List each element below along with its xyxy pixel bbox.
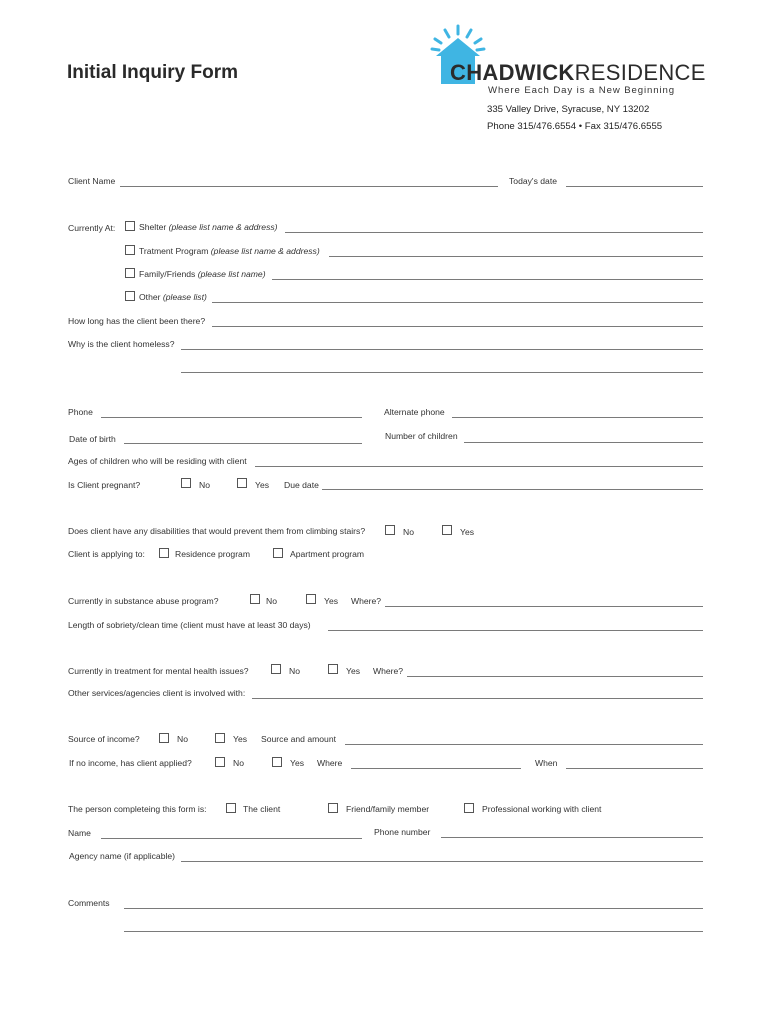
logo-wordmark (450, 60, 706, 86)
substance-no-checkbox[interactable] (250, 594, 260, 604)
apartment-program-checkbox[interactable] (273, 548, 283, 558)
why-homeless-input-2[interactable] (181, 372, 703, 373)
pregnant-no-label: No (199, 480, 210, 490)
substance-no-label: No (266, 596, 277, 606)
num-children-label: Number of children (385, 431, 458, 441)
substance-yes-checkbox[interactable] (306, 594, 316, 604)
why-homeless-label: Why is the client homeless? (68, 339, 175, 349)
pregnant-yes-checkbox[interactable] (237, 478, 247, 488)
ages-children-label: Ages of children who will be residing with client (68, 456, 247, 466)
disabilities-yes-label: Yes (460, 527, 475, 537)
substance-where-label: Where? (351, 596, 382, 606)
how-long-label: How long has the client been there? (68, 316, 206, 326)
mental-health-no-label: No (289, 666, 300, 676)
logo-wordmark-light: RESIDENCE (574, 60, 706, 85)
due-date-label: Due date (284, 480, 319, 490)
income-label: Source of income? (68, 734, 140, 744)
phone-input[interactable] (101, 417, 362, 418)
form-title: Initial Inquiry Form (67, 62, 239, 83)
dob-input[interactable] (124, 443, 362, 444)
todays-date-label: Today's date (509, 176, 557, 186)
residence-program-label: Residence program (175, 549, 250, 559)
professional-checkbox[interactable] (464, 803, 474, 813)
residence-program-checkbox[interactable] (159, 548, 169, 558)
other-checkbox[interactable] (125, 291, 135, 301)
mental-health-yes-label: Yes (346, 666, 361, 676)
treatment-input[interactable] (329, 256, 703, 257)
phone-label: Phone (68, 407, 93, 417)
mental-health-no-checkbox[interactable] (271, 664, 281, 674)
other-services-input[interactable] (252, 698, 703, 699)
agency-name-label: Agency name (if applicable) (69, 851, 176, 861)
mental-health-where-input[interactable] (407, 676, 703, 677)
comments-label: Comments (68, 898, 110, 908)
name-label: Name (68, 828, 91, 838)
other-label: Other (please list) (139, 292, 207, 302)
substance-yes-label: Yes (324, 596, 339, 606)
applied-yes-checkbox[interactable] (272, 757, 282, 767)
disabilities-label: Does client have any disabilities that would prevent them from climbing stairs? (68, 526, 366, 536)
income-no-label: No (177, 734, 188, 744)
logo-wordmark-bold: CHADWICK (450, 60, 575, 85)
shelter-input[interactable] (285, 232, 703, 233)
treatment-label: Tratment Program (please list name & address) (139, 246, 320, 256)
mental-health-where-label: Where? (373, 666, 404, 676)
name-input[interactable] (101, 838, 362, 839)
substance-label: Currently in substance abuse program? (68, 596, 219, 606)
applied-when-label: When (535, 758, 558, 768)
todays-date-input[interactable] (566, 186, 703, 187)
professional-label: Professional working with client (482, 804, 602, 814)
applied-where-label: Where (317, 758, 343, 768)
currently-at-label: Currently At: (68, 223, 116, 233)
phone-fax: Phone 315/476.6554 • Fax 315/476.6555 (487, 121, 663, 132)
apartment-program-label: Apartment program (290, 549, 365, 559)
friend-family-label: Friend/family member (346, 804, 430, 814)
source-amount-input[interactable] (345, 744, 703, 745)
due-date-input[interactable] (322, 489, 703, 490)
disabilities-yes-checkbox[interactable] (442, 525, 452, 535)
applied-no-label: No (233, 758, 244, 768)
phone-number-label: Phone number (374, 827, 431, 837)
applied-yes-label: Yes (290, 758, 305, 768)
mental-health-label: Currently in treatment for mental health issues? (68, 666, 249, 676)
client-name-input[interactable] (120, 186, 498, 187)
logo-tagline: Where Each Day is a New Beginning (488, 85, 676, 96)
shelter-label: Shelter (please list name & address) (139, 222, 278, 232)
substance-where-input[interactable] (385, 606, 703, 607)
treatment-checkbox[interactable] (125, 245, 135, 255)
dob-label: Date of birth (69, 434, 116, 444)
agency-name-input[interactable] (181, 861, 703, 862)
source-amount-label: Source and amount (261, 734, 337, 744)
friend-family-checkbox[interactable] (328, 803, 338, 813)
how-long-input[interactable] (212, 326, 703, 327)
the-client-label: The client (243, 804, 281, 814)
pregnant-label: Is Client pregnant? (68, 480, 141, 490)
shelter-checkbox[interactable] (125, 221, 135, 231)
why-homeless-input[interactable] (181, 349, 703, 350)
comments-input-2[interactable] (124, 931, 703, 932)
disabilities-no-checkbox[interactable] (385, 525, 395, 535)
mental-health-yes-checkbox[interactable] (328, 664, 338, 674)
no-income-label: If no income, has client applied? (69, 758, 192, 768)
comments-input[interactable] (124, 908, 703, 909)
applied-where-input[interactable] (351, 768, 521, 769)
ages-children-input[interactable] (255, 466, 703, 467)
sobriety-label: Length of sobriety/clean time (client must have at least 30 days) (68, 620, 311, 630)
income-no-checkbox[interactable] (159, 733, 169, 743)
phone-number-input[interactable] (441, 837, 703, 838)
alt-phone-label: Alternate phone (384, 407, 445, 417)
family-label: Family/Friends (please list name) (139, 269, 266, 279)
family-checkbox[interactable] (125, 268, 135, 278)
other-services-label: Other services/agencies client is involved with: (68, 688, 246, 698)
client-name-label: Client Name (68, 176, 116, 186)
person-completing-label: The person completeing this form is: (68, 804, 207, 814)
applying-to-label: Client is applying to: (68, 549, 145, 559)
applied-when-input[interactable] (566, 768, 703, 769)
sobriety-input[interactable] (328, 630, 703, 631)
income-yes-label: Yes (233, 734, 248, 744)
income-yes-checkbox[interactable] (215, 733, 225, 743)
disabilities-no-label: No (403, 527, 414, 537)
the-client-checkbox[interactable] (226, 803, 236, 813)
other-input[interactable] (212, 302, 703, 303)
applied-no-checkbox[interactable] (215, 757, 225, 767)
num-children-input[interactable] (464, 442, 703, 443)
pregnant-yes-label: Yes (255, 480, 270, 490)
address: 335 Valley Drive, Syracuse, NY 13202 (487, 104, 650, 115)
family-input[interactable] (272, 279, 703, 280)
pregnant-no-checkbox[interactable] (181, 478, 191, 488)
alt-phone-input[interactable] (452, 417, 703, 418)
